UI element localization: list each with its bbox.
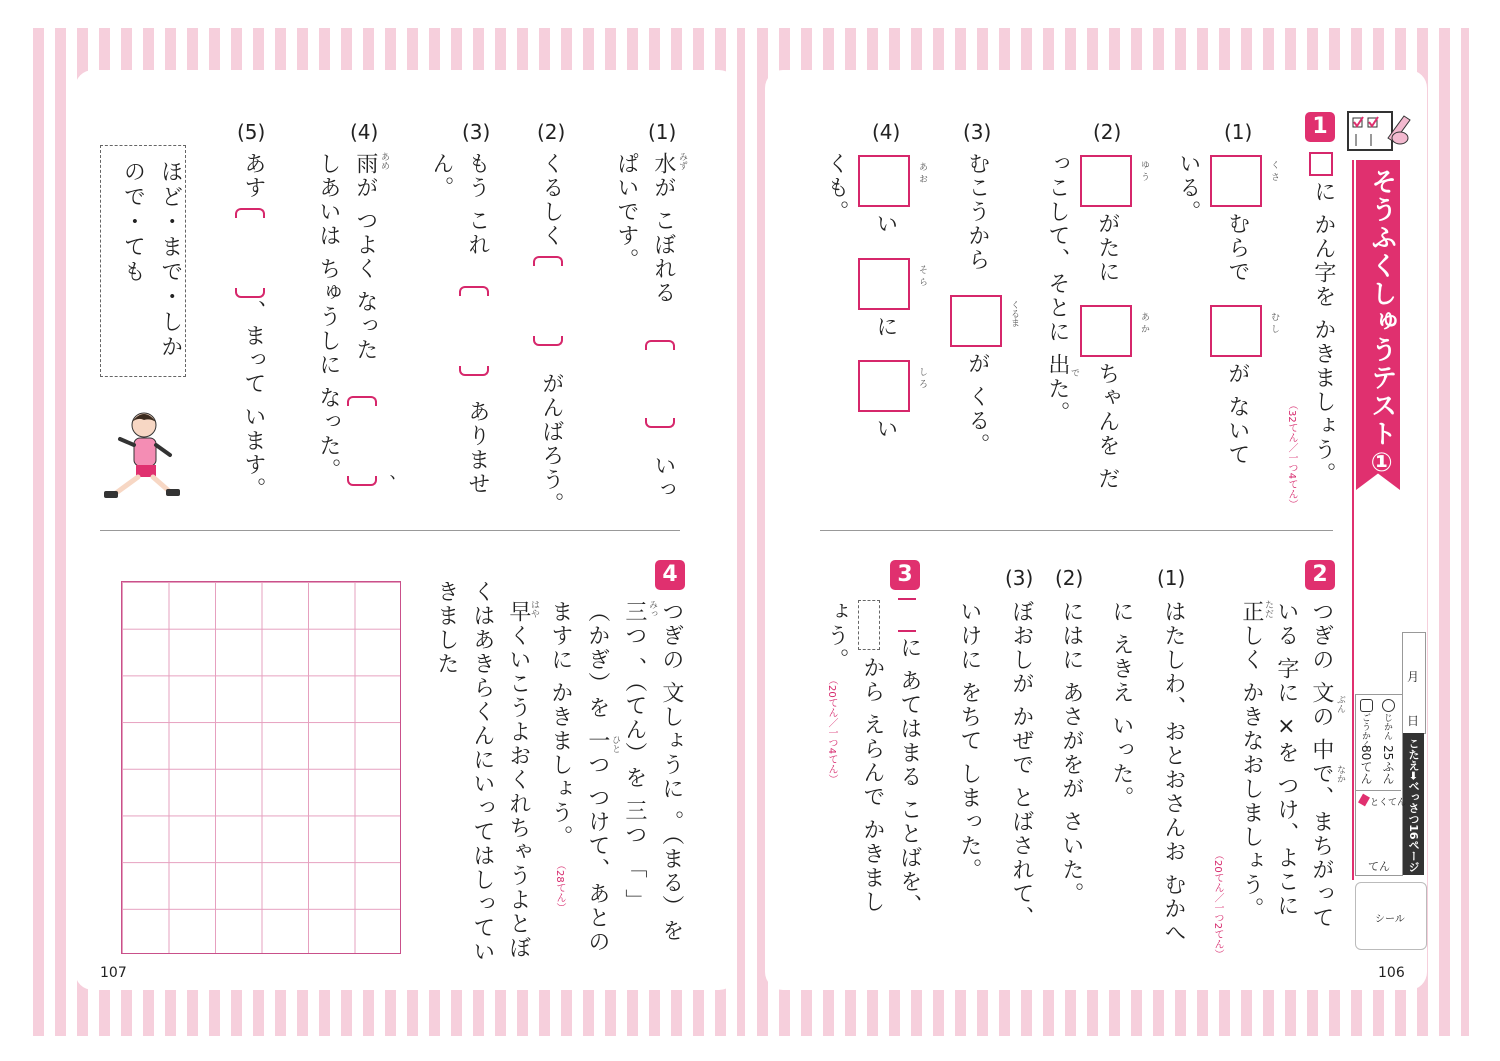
q1-badge: 1 xyxy=(1305,112,1335,142)
sticker-label: シール xyxy=(1375,914,1405,925)
q4-passage-1: 早くいこうよおくれちゃうよとぼ xyxy=(505,600,531,960)
score-unit: てん xyxy=(1368,860,1390,873)
q1-4-number: (4) xyxy=(872,120,901,144)
ql-5-bracket-close xyxy=(235,288,265,298)
ql-1-text-a: 水が こぼれる xyxy=(650,152,676,305)
ql-4-text-c: しあいは ちゅうしに なった。 xyxy=(315,152,341,482)
q4-line-1: つぎの 文しょうに 。（まる）を xyxy=(658,600,684,943)
ql-3-text-b: ありませ xyxy=(464,400,490,496)
q2-furigana-tada: ただ xyxy=(1263,600,1273,618)
ql-2-number: (2) xyxy=(537,120,566,144)
ql-1-number: (1) xyxy=(648,120,677,144)
page-title: そうふくしゅうテスト① xyxy=(1366,168,1397,480)
q1-2-text-b: ちゃんを だ xyxy=(1094,362,1120,491)
q3-choice-box-icon xyxy=(858,600,880,650)
q4-points: （28てん） xyxy=(554,860,565,913)
q2-instruction-2: いる 字に ×を つけ、よこに xyxy=(1273,600,1299,918)
right-divider xyxy=(820,530,1333,531)
q1-2-furigana-yuu: ゆ う xyxy=(1139,160,1149,181)
q1-1-furigana-mushi: む し xyxy=(1269,312,1279,333)
q1-3-text-b: が くる。 xyxy=(964,352,990,457)
q1-4-text-a: い xyxy=(872,212,898,236)
ql-2-bracket-close xyxy=(533,336,563,346)
q1-3-number: (3) xyxy=(963,120,992,144)
thumb-icon xyxy=(1360,699,1373,712)
q2-furigana-bun: ぶん xyxy=(1335,695,1345,713)
q2-3-number: (3) xyxy=(1005,566,1034,590)
q2-points: （20てん／一つ2てん） xyxy=(1212,850,1223,960)
q1-2-furigana-aka: あ か xyxy=(1139,312,1149,333)
q1-2-box-aka[interactable] xyxy=(1080,305,1132,357)
ql-2-text-b: がんばろう。 xyxy=(538,372,564,516)
time-value: 25ふん xyxy=(1381,745,1395,785)
q1-1-text-a: むらで xyxy=(1224,212,1250,284)
choices-text: ほど・まで・しか ので・ても xyxy=(120,160,183,370)
q2-3-text-b: いけに をちて しまった。 xyxy=(956,600,982,882)
pass-value: 80てん xyxy=(1359,745,1373,785)
q3-badge: 3 xyxy=(890,560,920,590)
ql-5-text-a: あす xyxy=(240,152,266,200)
month-label: 月 xyxy=(1407,670,1420,684)
ql-1-text-c: ぱいです。 xyxy=(613,152,639,272)
q1-4-text-d: くも。 xyxy=(823,152,849,224)
q4-furigana-haya: はや xyxy=(529,600,539,618)
q4-furigana-hito: ひと xyxy=(610,735,620,753)
q1-instruction: に かん字を かきましょう。 xyxy=(1310,180,1336,486)
ql-4-number: (4) xyxy=(350,120,379,144)
sidebar-line xyxy=(1352,160,1354,880)
q3-text-2: から えらんで かきまし xyxy=(859,656,885,914)
q1-1-text-c: いる。 xyxy=(1175,152,1201,224)
left-divider xyxy=(100,530,680,531)
q3-text-3: ょう。 xyxy=(823,600,849,672)
ql-4-furigana: あめ xyxy=(379,152,389,170)
q1-1-text-b: が ないて xyxy=(1224,362,1250,467)
q1-instruction-box xyxy=(1309,152,1333,176)
q1-3-text-a: むこうから xyxy=(964,152,990,272)
q1-2-furigana-de: で xyxy=(1069,368,1079,377)
q1-2-text-c: っこして、そとに 出た。 xyxy=(1044,152,1070,425)
q2-3-text-a: ぼおしが かぜで とばされて、 xyxy=(1008,600,1034,930)
answer-writing-grid[interactable] xyxy=(121,581,401,954)
ql-4-text-b: 、 xyxy=(375,474,397,494)
ql-2-bracket-open xyxy=(533,256,563,266)
ql-1-bracket-close xyxy=(645,418,675,428)
q4-furigana-mittsu: みっ xyxy=(647,600,657,618)
ql-3-bracket-close xyxy=(459,366,489,376)
ql-1-text-b: いっ xyxy=(650,454,676,502)
q4-line-2: 三つ 、（てん）を 三つ 「 」 xyxy=(621,600,647,913)
q1-1-number: (1) xyxy=(1224,120,1253,144)
q2-instruction-3: 正しく かきなおしましょう。 xyxy=(1238,600,1264,921)
ql-4-text-a: 雨が つよく なった xyxy=(352,152,378,362)
q1-4-text-b: に xyxy=(872,315,898,339)
ql-1-bracket-open xyxy=(645,340,675,350)
q1-1-box-kusa[interactable] xyxy=(1210,155,1262,207)
q1-4-box-shiro[interactable] xyxy=(858,360,910,412)
q1-1-furigana-kusa: く さ xyxy=(1269,160,1279,181)
q1-4-box-ao[interactable] xyxy=(858,155,910,207)
q1-4-furigana-shiro: し ろ xyxy=(917,367,927,388)
q1-2-text-a: がたに xyxy=(1094,212,1120,284)
q2-2-text-a: にはに あさがをが さいた。 xyxy=(1058,600,1084,906)
q4-passage-3: きました xyxy=(433,580,459,676)
score-divider xyxy=(1355,790,1401,791)
ql-3-bracket-open xyxy=(459,286,489,296)
q2-1-number: (1) xyxy=(1157,566,1186,590)
q1-3-furigana-kuruma: くるま xyxy=(1009,300,1019,327)
q4-line-3: （かぎ）を 一つ つけて、あとの xyxy=(584,600,610,954)
q1-4-box-sora[interactable] xyxy=(858,258,910,310)
ql-5-text-b: 、まって います。 xyxy=(240,300,266,501)
q3-text-1: に あてはまる ことばを、 xyxy=(896,636,922,918)
q2-1-text-a: はたしわ、おとおさんお むかへ xyxy=(1160,600,1186,945)
ql-4-bracket-open xyxy=(347,396,377,406)
page-number-left: 107 xyxy=(100,965,127,981)
q1-4-furigana-sora: そ ら xyxy=(917,265,927,286)
q1-points: （32てん／一つ4てん） xyxy=(1286,400,1297,510)
q3-bracket-icon xyxy=(898,598,916,632)
q1-2-number: (2) xyxy=(1093,120,1122,144)
ql-2-text-a: くるしく xyxy=(538,152,564,248)
q1-4-furigana-ao: あ お xyxy=(917,162,927,183)
ql-5-bracket-open xyxy=(235,208,265,218)
q3-points: （20てん／一つ4てん） xyxy=(826,675,837,785)
pass-label: ごうかく xyxy=(1360,713,1370,749)
page-number-right: 106 xyxy=(1378,965,1405,981)
q2-2-number: (2) xyxy=(1055,566,1084,590)
ql-3-number: (3) xyxy=(462,120,491,144)
running-boy-illustration xyxy=(98,405,190,505)
score-label: とくてん xyxy=(1370,798,1407,808)
clock-icon xyxy=(1382,699,1395,712)
ql-3-text-a: もう これ xyxy=(464,152,490,257)
ql-3-text-c: ん。 xyxy=(428,152,454,200)
ql-1-furigana: みず xyxy=(677,152,687,170)
q2-furigana-naka: なか xyxy=(1335,765,1345,783)
q1-4-text-c: い xyxy=(872,417,898,441)
q4-line-4: ますに かきましょう。 xyxy=(547,600,573,849)
q2-instruction-1: つぎの 文の 中で、まちがって xyxy=(1308,600,1334,930)
q1-1-box-mushi[interactable] xyxy=(1210,305,1262,357)
day-label: 日 xyxy=(1407,714,1420,728)
q1-2-box-yuu[interactable] xyxy=(1080,155,1132,207)
time-label: じかん xyxy=(1382,713,1392,740)
q2-badge: 2 xyxy=(1305,560,1335,590)
q4-passage-2: くはあきらくんにいってはしってい xyxy=(469,580,495,964)
q1-3-box-kuruma[interactable] xyxy=(950,295,1002,347)
q2-1-text-b: に えきえ いった。 xyxy=(1108,600,1134,810)
checklist-icon xyxy=(1344,108,1414,156)
q4-badge: 4 xyxy=(655,560,685,590)
answers-label: こたえ➡べっさつ16ページ xyxy=(1407,738,1420,873)
ql-5-number: (5) xyxy=(237,120,266,144)
